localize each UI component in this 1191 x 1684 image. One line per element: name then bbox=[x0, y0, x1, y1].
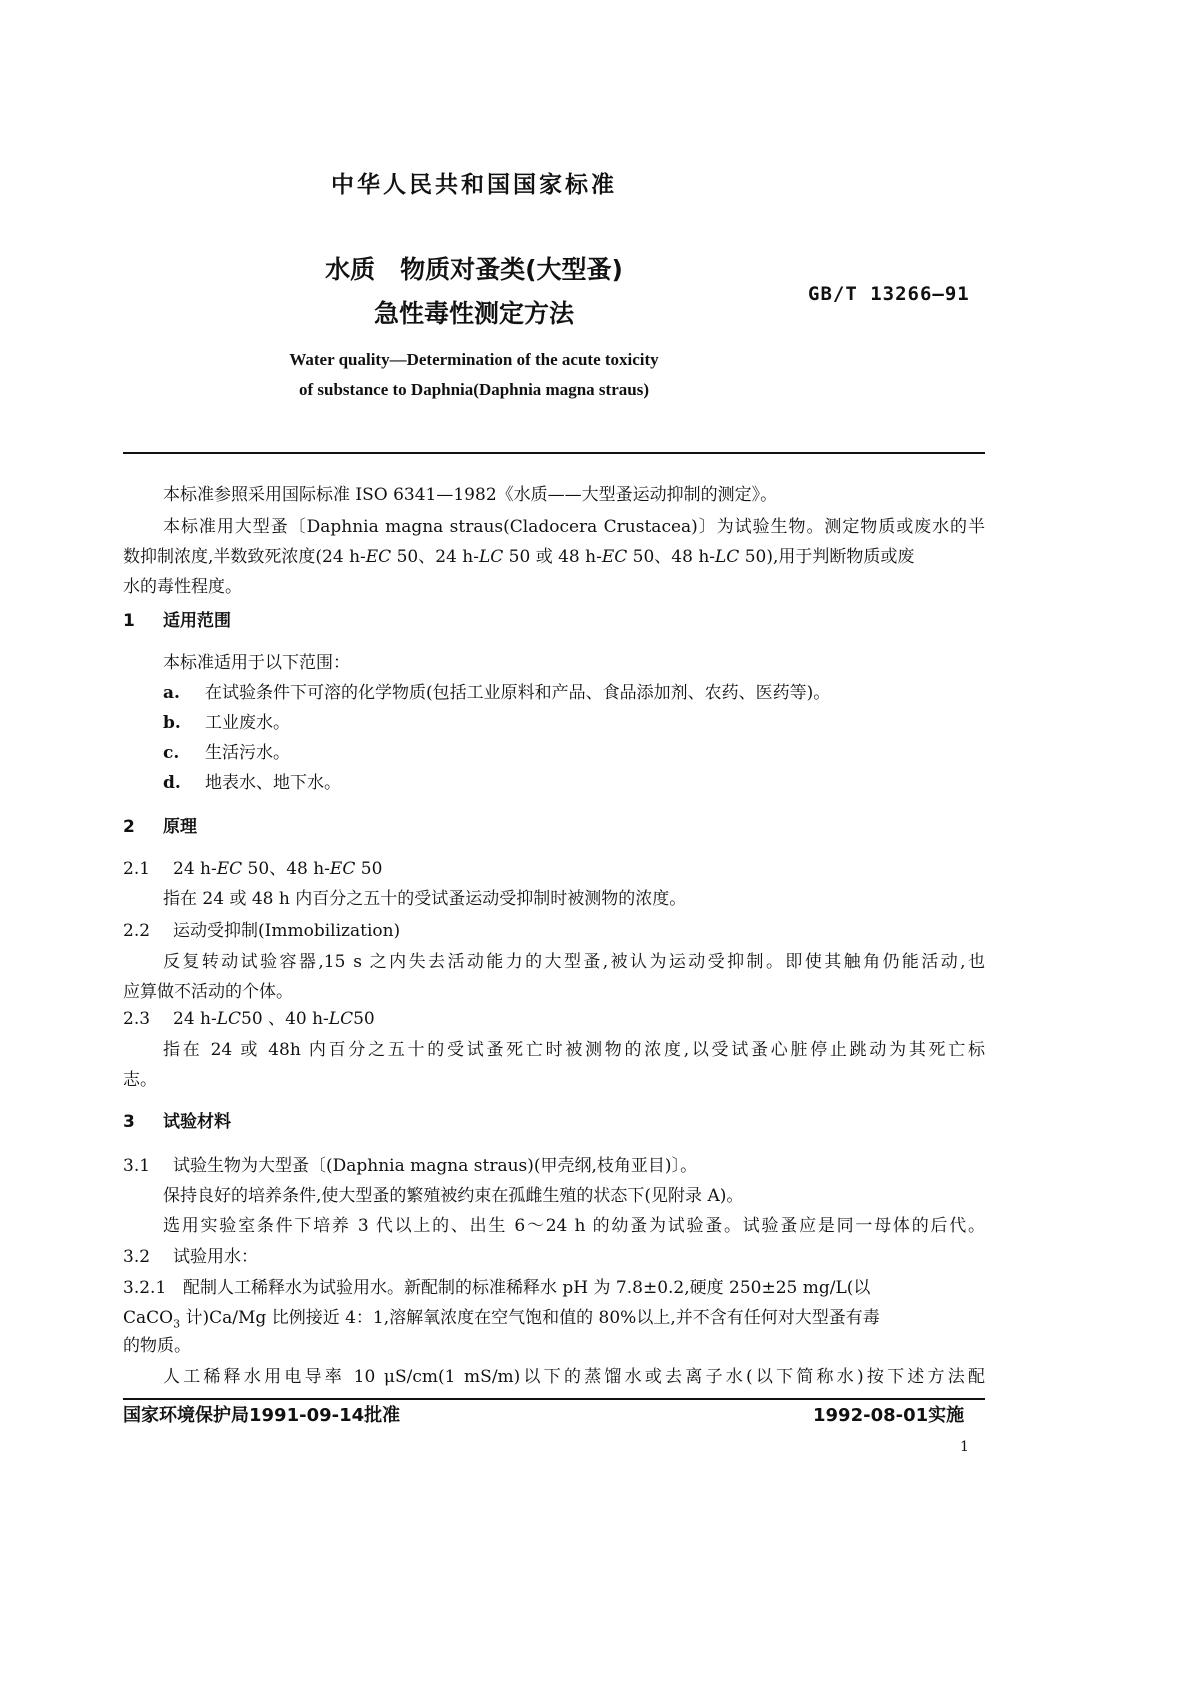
ec-term: EC bbox=[601, 547, 628, 567]
clause-3-2-1-line4: 人工稀释水用电导率 10 μS/cm(1 mS/m)以下的蒸馏水或去离子水(以下简称水)按下述方法配 bbox=[163, 1367, 985, 1387]
section-1-lead: 本标准适用于以下范围： bbox=[163, 653, 350, 673]
text: 24 h- bbox=[173, 859, 217, 879]
intro-p2-line3: 水的毒性程度。 bbox=[123, 577, 242, 597]
approval-date: 国家环境保护局1991-09-14批准 bbox=[123, 1405, 401, 1426]
clause-3-2 bbox=[123, 1246, 258, 1268]
page-number: 1 bbox=[960, 1439, 969, 1455]
list-item bbox=[163, 772, 341, 794]
list-text: 工业废水。 bbox=[205, 713, 290, 733]
list-label: c. bbox=[163, 743, 180, 763]
intro-p1: 本标准参照采用国际标准 ISO 6341—1982《水质——大型蚤运动抑制的测定》。 bbox=[163, 485, 778, 505]
list-label: d. bbox=[163, 773, 181, 793]
text: 数抑制浓度,半数致死浓度(24 h- bbox=[123, 547, 366, 567]
clause-title: 试验用水： bbox=[173, 1247, 258, 1267]
clause-2-2-line1: 反复转动试验容器,15 s 之内失去活动能力的大型蚤,被认为运动受抑制。即使其触角仍能活动,也 bbox=[163, 952, 985, 972]
clause-2-1-text: 指在 24 或 48 h 内百分之五十的受试蚤运动受抑制时被测物的浓度。 bbox=[163, 889, 687, 909]
lc-term: LC bbox=[328, 1009, 354, 1029]
section-title: 原理 bbox=[163, 817, 197, 837]
text: 计)Ca/Mg 比例接近 4：1,溶解氧浓度在空气饱和值的 80%以上,并不含有任何对大型蚤有毒 bbox=[180, 1308, 880, 1328]
lc-term: LC bbox=[478, 547, 504, 567]
clause-number: 2.1 bbox=[123, 859, 151, 879]
footer-divider bbox=[123, 1398, 985, 1400]
title-cn-line2: 急性毒性测定方法 bbox=[373, 299, 574, 328]
text: 50),用于判断物质或废 bbox=[739, 547, 915, 567]
list-text: 地表水、地下水。 bbox=[205, 773, 341, 793]
clause-2-2 bbox=[123, 920, 400, 942]
clause-3-1-p2: 保持良好的培养条件,使大型蚤的繁殖被约束在孤雌生殖的状态下(见附录 A)。 bbox=[163, 1186, 744, 1206]
text: 50、48 h- bbox=[242, 859, 330, 879]
lc-term: LC bbox=[715, 547, 740, 567]
clause-number: 3.2.1 bbox=[123, 1278, 167, 1298]
clause-number: 2.3 bbox=[123, 1009, 151, 1029]
list-text: 在试验条件下可溶的化学物质(包括工业原料和产品、食品添加剂、农药、医药等)。 bbox=[205, 683, 831, 703]
text: 50 bbox=[355, 859, 383, 879]
ec-term: EC bbox=[329, 859, 356, 879]
clause-3-1-p3: 选用实验室条件下培养 3 代以上的、出生 6～24 h 的幼蚤为试验蚤。试验蚤应是同一母体的后代。 bbox=[163, 1216, 985, 1236]
clause-number: 3.2 bbox=[123, 1247, 151, 1267]
clause-number: 2.2 bbox=[123, 921, 151, 941]
section-number: 1 bbox=[123, 611, 135, 631]
list-text: 生活污水。 bbox=[205, 743, 290, 763]
clause-2-3-line2: 志。 bbox=[123, 1070, 157, 1090]
text: 50、24 h- bbox=[391, 547, 479, 567]
clause-title: 运动受抑制(Immobilization) bbox=[173, 921, 401, 941]
intro-p2-line1: 本标准用大型蚤〔Daphnia magna straus(Cladocera Crustacea)〕为试验生物。测定物质或废水的半 bbox=[163, 517, 985, 537]
intro-p2-line2 bbox=[123, 546, 914, 568]
list-item bbox=[163, 682, 830, 704]
list-item bbox=[163, 742, 290, 764]
text: 50 或 48 h- bbox=[503, 547, 602, 567]
clause-3-2-1-line2 bbox=[123, 1307, 880, 1335]
section-3-heading bbox=[123, 1111, 231, 1133]
text: 试验生物为大型蚤〔(Daphnia magna straus)(甲壳纲,枝角亚目)〕。 bbox=[173, 1156, 698, 1176]
clause-2-3-line1: 指在 24 或 48h 内百分之五十的受试蚤死亡时被测物的浓度,以受试蚤心脏停止跳动为其死亡标 bbox=[163, 1040, 985, 1060]
clause-number: 3.1 bbox=[123, 1156, 151, 1176]
lc-term: LC bbox=[216, 1009, 242, 1029]
clause-2-2-line2: 应算做不活动的个体。 bbox=[123, 982, 293, 1002]
standard-code: GB/T 13266—91 bbox=[808, 283, 970, 305]
section-2-heading bbox=[123, 816, 197, 838]
title-en-line2: of substance to Daphnia(Daphnia magna straus) bbox=[299, 380, 649, 399]
national-standard-header: 中华人民共和国国家标准 bbox=[331, 172, 617, 198]
title-en-line1: Water quality—Determination of the acute toxicity bbox=[289, 350, 659, 369]
clause-3-1 bbox=[123, 1155, 697, 1177]
text: 24 h- bbox=[173, 1009, 217, 1029]
list-label: a. bbox=[163, 683, 180, 703]
section-number: 3 bbox=[123, 1112, 135, 1132]
text: CaCO bbox=[123, 1308, 174, 1328]
section-title: 试验材料 bbox=[163, 1112, 231, 1132]
effective-date: 1992-08-01实施 bbox=[813, 1405, 965, 1426]
section-1-heading bbox=[123, 610, 231, 632]
clause-3-2-1 bbox=[123, 1277, 985, 1299]
list-label: b. bbox=[163, 713, 181, 733]
subscript: 3 bbox=[173, 1317, 181, 1331]
text: 配制人工稀释水为试验用水。新配制的标准稀释水 pH 为 7.8±0.2,硬度 250±25 mg/L(以 bbox=[183, 1278, 871, 1298]
clause-2-3 bbox=[123, 1008, 375, 1030]
title-cn-line1: 水质 物质对蚤类(大型蚤) bbox=[325, 255, 623, 284]
ec-term: EC bbox=[365, 547, 392, 567]
section-title: 适用范围 bbox=[163, 611, 231, 631]
header-divider bbox=[123, 452, 985, 454]
clause-3-2-1-line3: 的物质。 bbox=[123, 1336, 191, 1356]
text: 50 、40 h- bbox=[241, 1009, 329, 1029]
clause-2-1 bbox=[123, 858, 382, 880]
list-item bbox=[163, 712, 290, 734]
section-number: 2 bbox=[123, 817, 135, 837]
text: 50、48 h- bbox=[627, 547, 716, 567]
ec-term: EC bbox=[216, 859, 243, 879]
text: 50 bbox=[353, 1009, 375, 1029]
